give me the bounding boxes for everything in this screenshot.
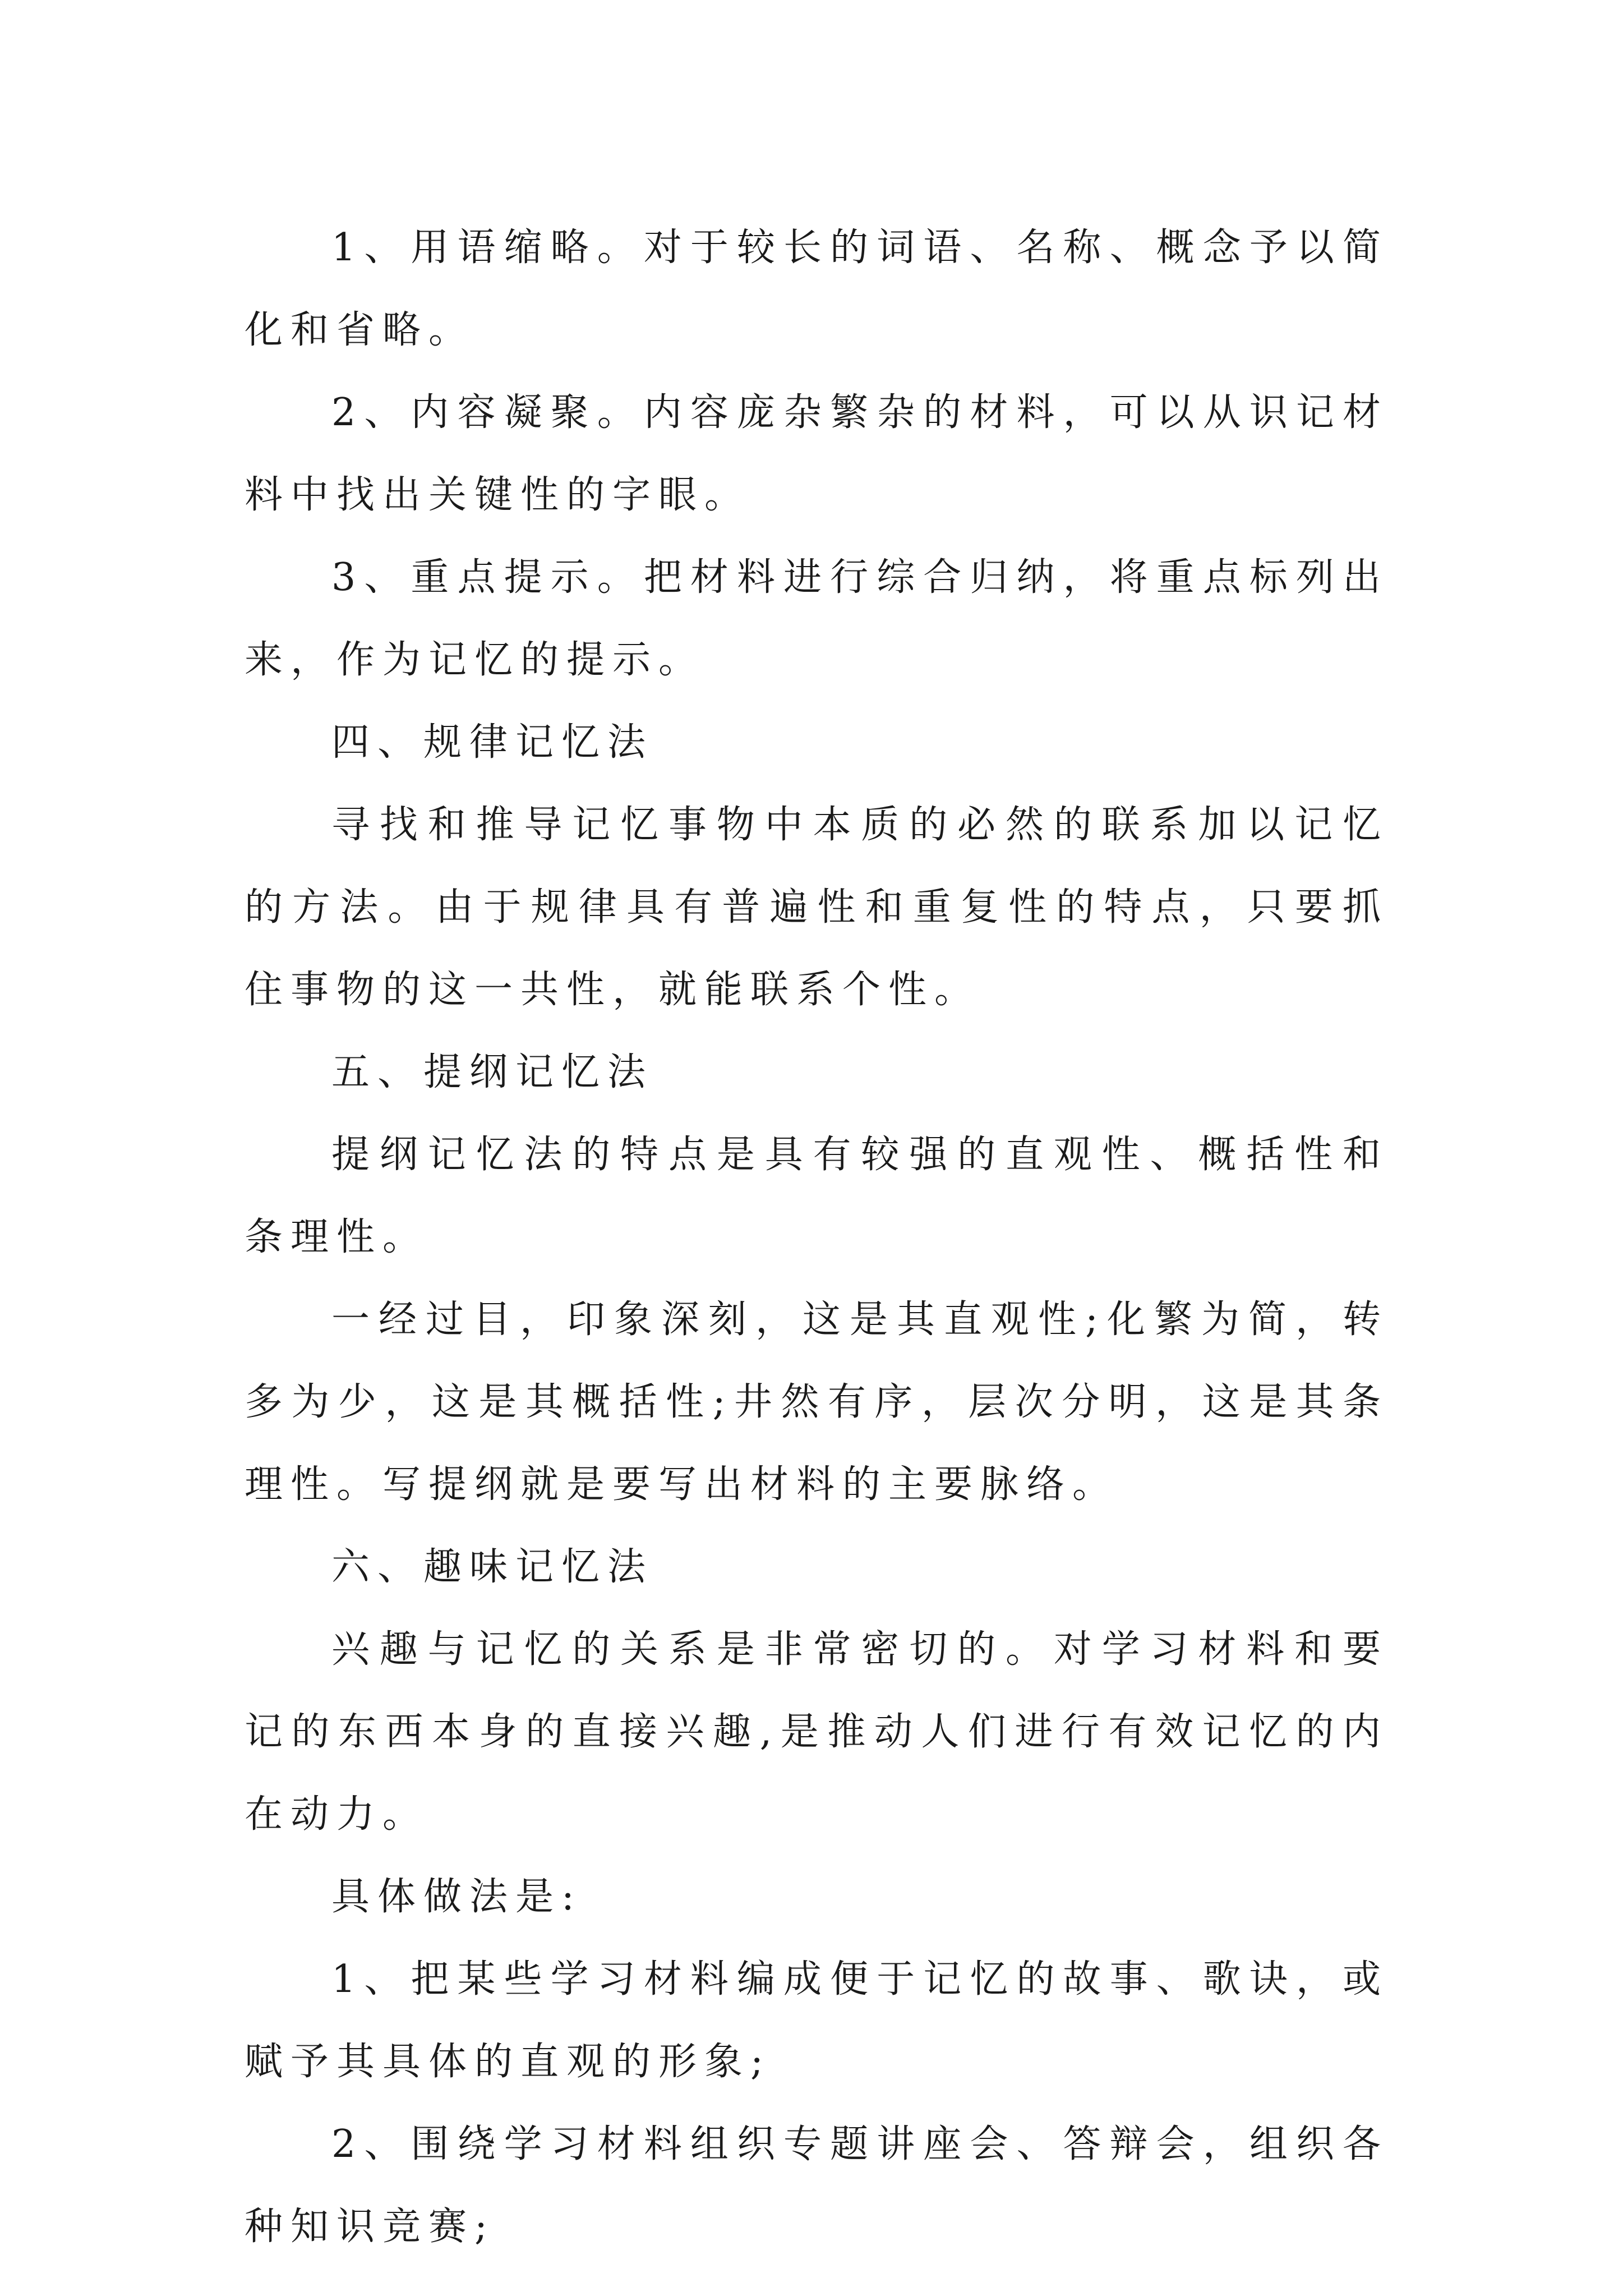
paragraph-interest-memory: 兴趣与记忆的关系是非常密切的。对学习材料和要记的东西本身的直接兴趣,是推动人们进行有效记忆的内在动力。 (245, 1627, 1389, 1837)
paragraph-method-1: 1、把某些学习材料编成便于记忆的故事、歌诀，或赋予其具体的直观的形象; (245, 1957, 1389, 2084)
paragraph-outline-features: 提纲记忆法的特点是具有较强的直观性、概括性和条理性。 (245, 1133, 1389, 1259)
document-body (245, 206, 1389, 2268)
paragraph-methods-intro: 具体做法是: (331, 1875, 582, 1919)
paragraph-method-2: 2、围绕学习材料组织专题讲座会、答辩会，组织各种知识竞赛; (245, 2122, 1389, 2249)
paragraph-condensation: 2、内容凝聚。内容庞杂繁杂的材料，可以从识记材料中找出关键性的字眼。 (245, 390, 1389, 517)
heading-outline-memory: 五、提纲记忆法 (331, 1050, 654, 1094)
paragraph-key-points: 3、重点提示。把材料进行综合归纳，将重点标列出来，作为记忆的提示。 (245, 555, 1389, 682)
paragraph-rule-memory: 寻找和推导记忆事物中本质的必然的联系加以记忆的方法。由于规律具有普遍性和重复性的特点，只要抓住事物的这一共性，就能联系个性。 (245, 803, 1389, 1012)
heading-interest-memory: 六、趣味记忆法 (331, 1545, 654, 1589)
paragraph-abbreviation: 1、用语缩略。对于较长的词语、名称、概念予以简化和省略。 (245, 226, 1389, 352)
paragraph-outline-detail: 一经过目，印象深刻，这是其直观性;化繁为简，转多为少，这是其概括性;井然有序，层次分明，这是其条理性。写提纲就是要写出材料的主要脉络。 (245, 1297, 1389, 1507)
heading-rule-memory: 四、规律记忆法 (331, 720, 654, 765)
